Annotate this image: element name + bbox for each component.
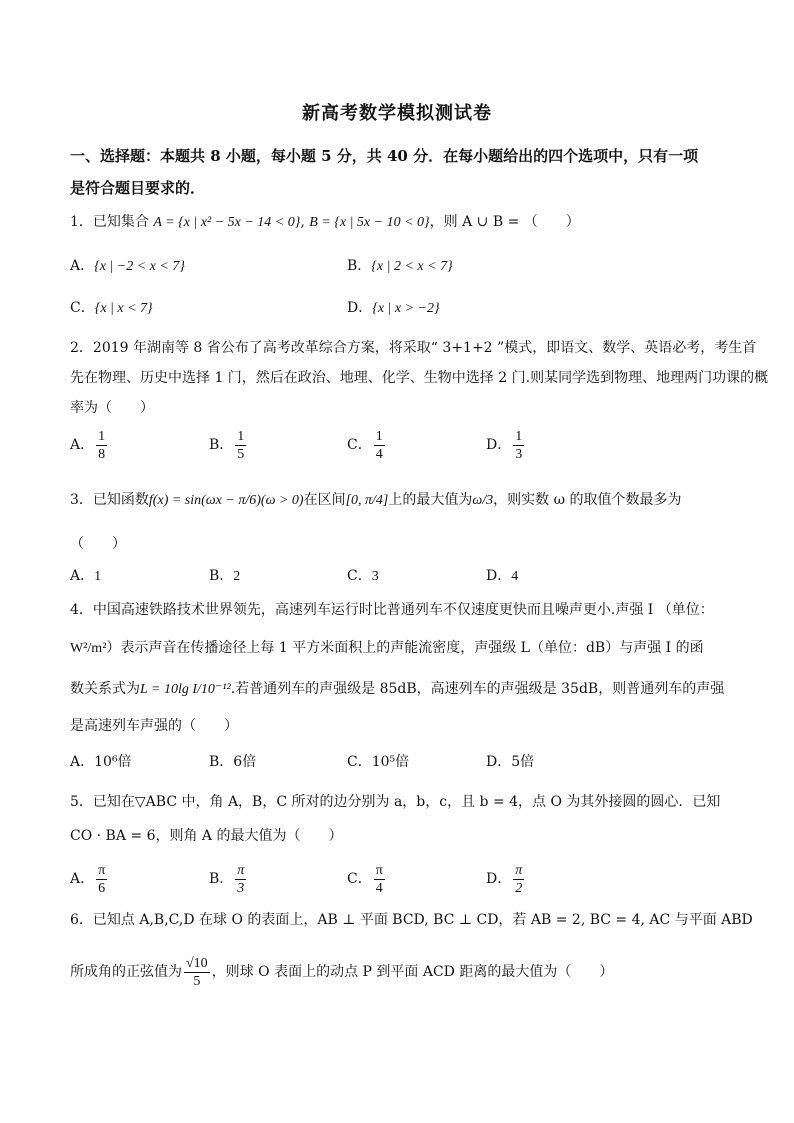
fraction-numerator: 1: [515, 428, 523, 444]
fraction-numerator: 1: [98, 428, 106, 444]
option-text: 1: [94, 569, 102, 584]
option-label: D．: [347, 300, 373, 316]
option-label: C．: [70, 300, 95, 316]
fraction-numerator: √10: [186, 955, 208, 971]
q3-paren: （ ）: [70, 536, 126, 552]
q3-option-b[interactable]: [209, 566, 240, 587]
q3-tail: ，则实数 ω 的取值个数最多为: [493, 492, 682, 508]
q4-option-d[interactable]: [486, 752, 534, 772]
option-text: 3: [371, 569, 379, 584]
q2-line3: 率为（ ）: [70, 400, 154, 416]
option-label: B．: [209, 437, 234, 453]
q3-interval: [0, π/4]: [345, 493, 389, 508]
fraction-numerator: π: [375, 862, 383, 878]
q3-option-c[interactable]: [347, 566, 379, 587]
q4-line3-post: .若普通列车的声强级是 85dB，高速列车的声强级是 35dB，则普通列车的声强: [230, 681, 725, 697]
option-label: C．: [347, 871, 372, 887]
option-label: D．: [486, 568, 512, 584]
q6-line1: 6．已知点 A,B,C,D 在球 O 的表面上，AB ⊥ 平面 BCD, BC ⊥ CD，若 AB = 2, BC = 4, AC 与平面 ABD: [70, 912, 753, 928]
section-heading-line2: 是符合题目要求的．: [70, 179, 206, 197]
option-text: {x | x < 7}: [94, 301, 153, 316]
fraction-denominator: 6: [98, 880, 106, 896]
option-label: B．: [209, 568, 234, 584]
option-label: A．: [70, 437, 95, 453]
q3-option-a[interactable]: [70, 566, 101, 587]
fraction-denominator: 3: [237, 880, 245, 896]
option-text: 10⁵倍: [371, 754, 410, 770]
q5-option-d[interactable]: [486, 860, 526, 898]
fraction-numerator: π: [98, 862, 106, 878]
q4-line4: 是高速列车声强的（ ）: [70, 718, 238, 734]
q1-set-a: A = {x | x² − 5x − 14 < 0}: [153, 215, 301, 230]
option-label: D．: [486, 871, 512, 887]
q2-option-d[interactable]: [486, 426, 526, 464]
q2-line1: 2．2019 年湖南等 8 省公布了高考改革综合方案，将采取“ 3+1+2 ”模式，即语文、数学、英语必考，考生首: [70, 340, 757, 356]
q6-line2-post: ，则球 O 表面上的动点 P 到平面 ACD 距离的最大值为（ ）: [211, 964, 614, 980]
q2-option-a[interactable]: [70, 426, 109, 464]
question-1: 1．已知集合 A = {x | x² − 5x − 14 < 0}, B = {x | 5x − 10 < 0}，则 A ∪ B = （ ）: [70, 214, 580, 230]
question-3: [70, 480, 682, 521]
q2-line2: 先在物理、历史中选择 1 门，然后在政治、地理、化学、生物中选择 2 门.则某同学选到物理、地理两门功课的概: [70, 370, 769, 386]
section-heading-line1: 一、选择题：本题共 8 小题，每小题 5 分，共 40 分．在每小题给出的四个选项中，只有一项: [70, 147, 699, 165]
option-text: 10⁶倍: [94, 754, 132, 770]
option-label: C．: [347, 754, 372, 770]
fraction-denominator: 2: [515, 880, 523, 896]
fraction-denominator: 8: [98, 446, 106, 462]
option-label: D．: [486, 754, 512, 770]
q1-option-c[interactable]: [70, 298, 153, 319]
option-label: A．: [70, 754, 95, 770]
option-text: 4: [511, 569, 519, 584]
option-text: 2: [233, 569, 241, 584]
option-label: A．: [70, 568, 95, 584]
option-text: 6倍: [233, 754, 257, 770]
option-label: C．: [347, 568, 372, 584]
q4-option-b[interactable]: [209, 752, 256, 772]
option-label: B．: [347, 258, 372, 274]
q4-formula: L = 10lg I/10⁻¹²: [140, 682, 231, 697]
fraction-denominator: 4: [375, 880, 383, 896]
q1-set-b: B = {x | 5x − 10 < 0}: [309, 215, 430, 230]
q2-option-c[interactable]: [347, 426, 387, 464]
option-text: 5倍: [511, 754, 535, 770]
fraction-numerator: π: [237, 862, 245, 878]
option-label: B．: [209, 871, 234, 887]
option-label: D．: [486, 437, 512, 453]
option-label: B．: [209, 754, 234, 770]
q6-line2-pre: 所成角的正弦值为: [70, 964, 182, 980]
q3-function: f(x) = sin(ωx − π/6)(ω > 0): [148, 493, 304, 508]
q3-max-value: ω/3: [472, 493, 494, 508]
page-title: 新高考数学模拟测试卷: [302, 103, 492, 124]
option-label: A．: [70, 871, 95, 887]
option-text: {x | x > −2}: [372, 301, 440, 316]
fraction-numerator: π: [515, 862, 523, 878]
q4-option-c[interactable]: [347, 752, 409, 772]
fraction-numerator: 1: [237, 428, 245, 444]
q1-option-a[interactable]: [70, 256, 185, 277]
q1-option-d[interactable]: [347, 298, 440, 319]
q4-line1: 4．中国高速铁路技术世界领先，高速列车运行时比普通列车不仅速度更快而且噪声更小.声强 I （单位：: [70, 602, 714, 618]
q1-prefix: 1．已知集合: [70, 214, 149, 230]
q3-option-d[interactable]: [486, 566, 518, 587]
fraction-denominator: 5: [237, 446, 245, 462]
q3-prefix: 3．已知函数: [70, 492, 149, 508]
q3-middle2: 上的最大值为: [388, 492, 473, 508]
q3-middle: 在区间: [303, 492, 346, 508]
q5-option-b[interactable]: [209, 860, 248, 898]
q1-tail: ，则 A ∪ B = （ ）: [429, 214, 580, 230]
q6-line2: [70, 952, 613, 992]
q5-option-a[interactable]: [70, 860, 109, 898]
fraction-denominator: 5: [193, 973, 201, 989]
q2-option-b[interactable]: [209, 426, 248, 464]
q4-line2: [70, 638, 704, 659]
q4-line3-pre: 数关系式为: [70, 681, 140, 697]
q4-line2-text: ）表示声音在传播途径上每 1 平方米面积上的声能流密度，声强级 L（单位：dB）与声强 I 的函: [106, 640, 704, 656]
q5-line1: 5．已知在▽ABC 中，角 A，B，C 所对的边分别为 a，b，c，且 b = 4，点 O 为其外接圆的圆心．已知: [70, 794, 721, 810]
option-text: {x | 2 < x < 7}: [371, 259, 453, 274]
option-label: A．: [70, 258, 95, 274]
q4-unit: W²/m²: [70, 641, 107, 656]
q4-option-a[interactable]: [70, 752, 132, 772]
option-text: {x | −2 < x < 7}: [94, 259, 185, 274]
q5-option-c[interactable]: [347, 860, 387, 898]
option-label: C．: [347, 437, 372, 453]
q1-option-b[interactable]: [347, 256, 453, 277]
fraction-numerator: 1: [375, 428, 383, 444]
fraction-denominator: 3: [515, 446, 523, 462]
q4-line3: [70, 672, 724, 707]
fraction-denominator: 4: [375, 446, 383, 462]
q5-line2: CO · BA = 6，则角 A 的最大值为（ ）: [70, 828, 343, 844]
